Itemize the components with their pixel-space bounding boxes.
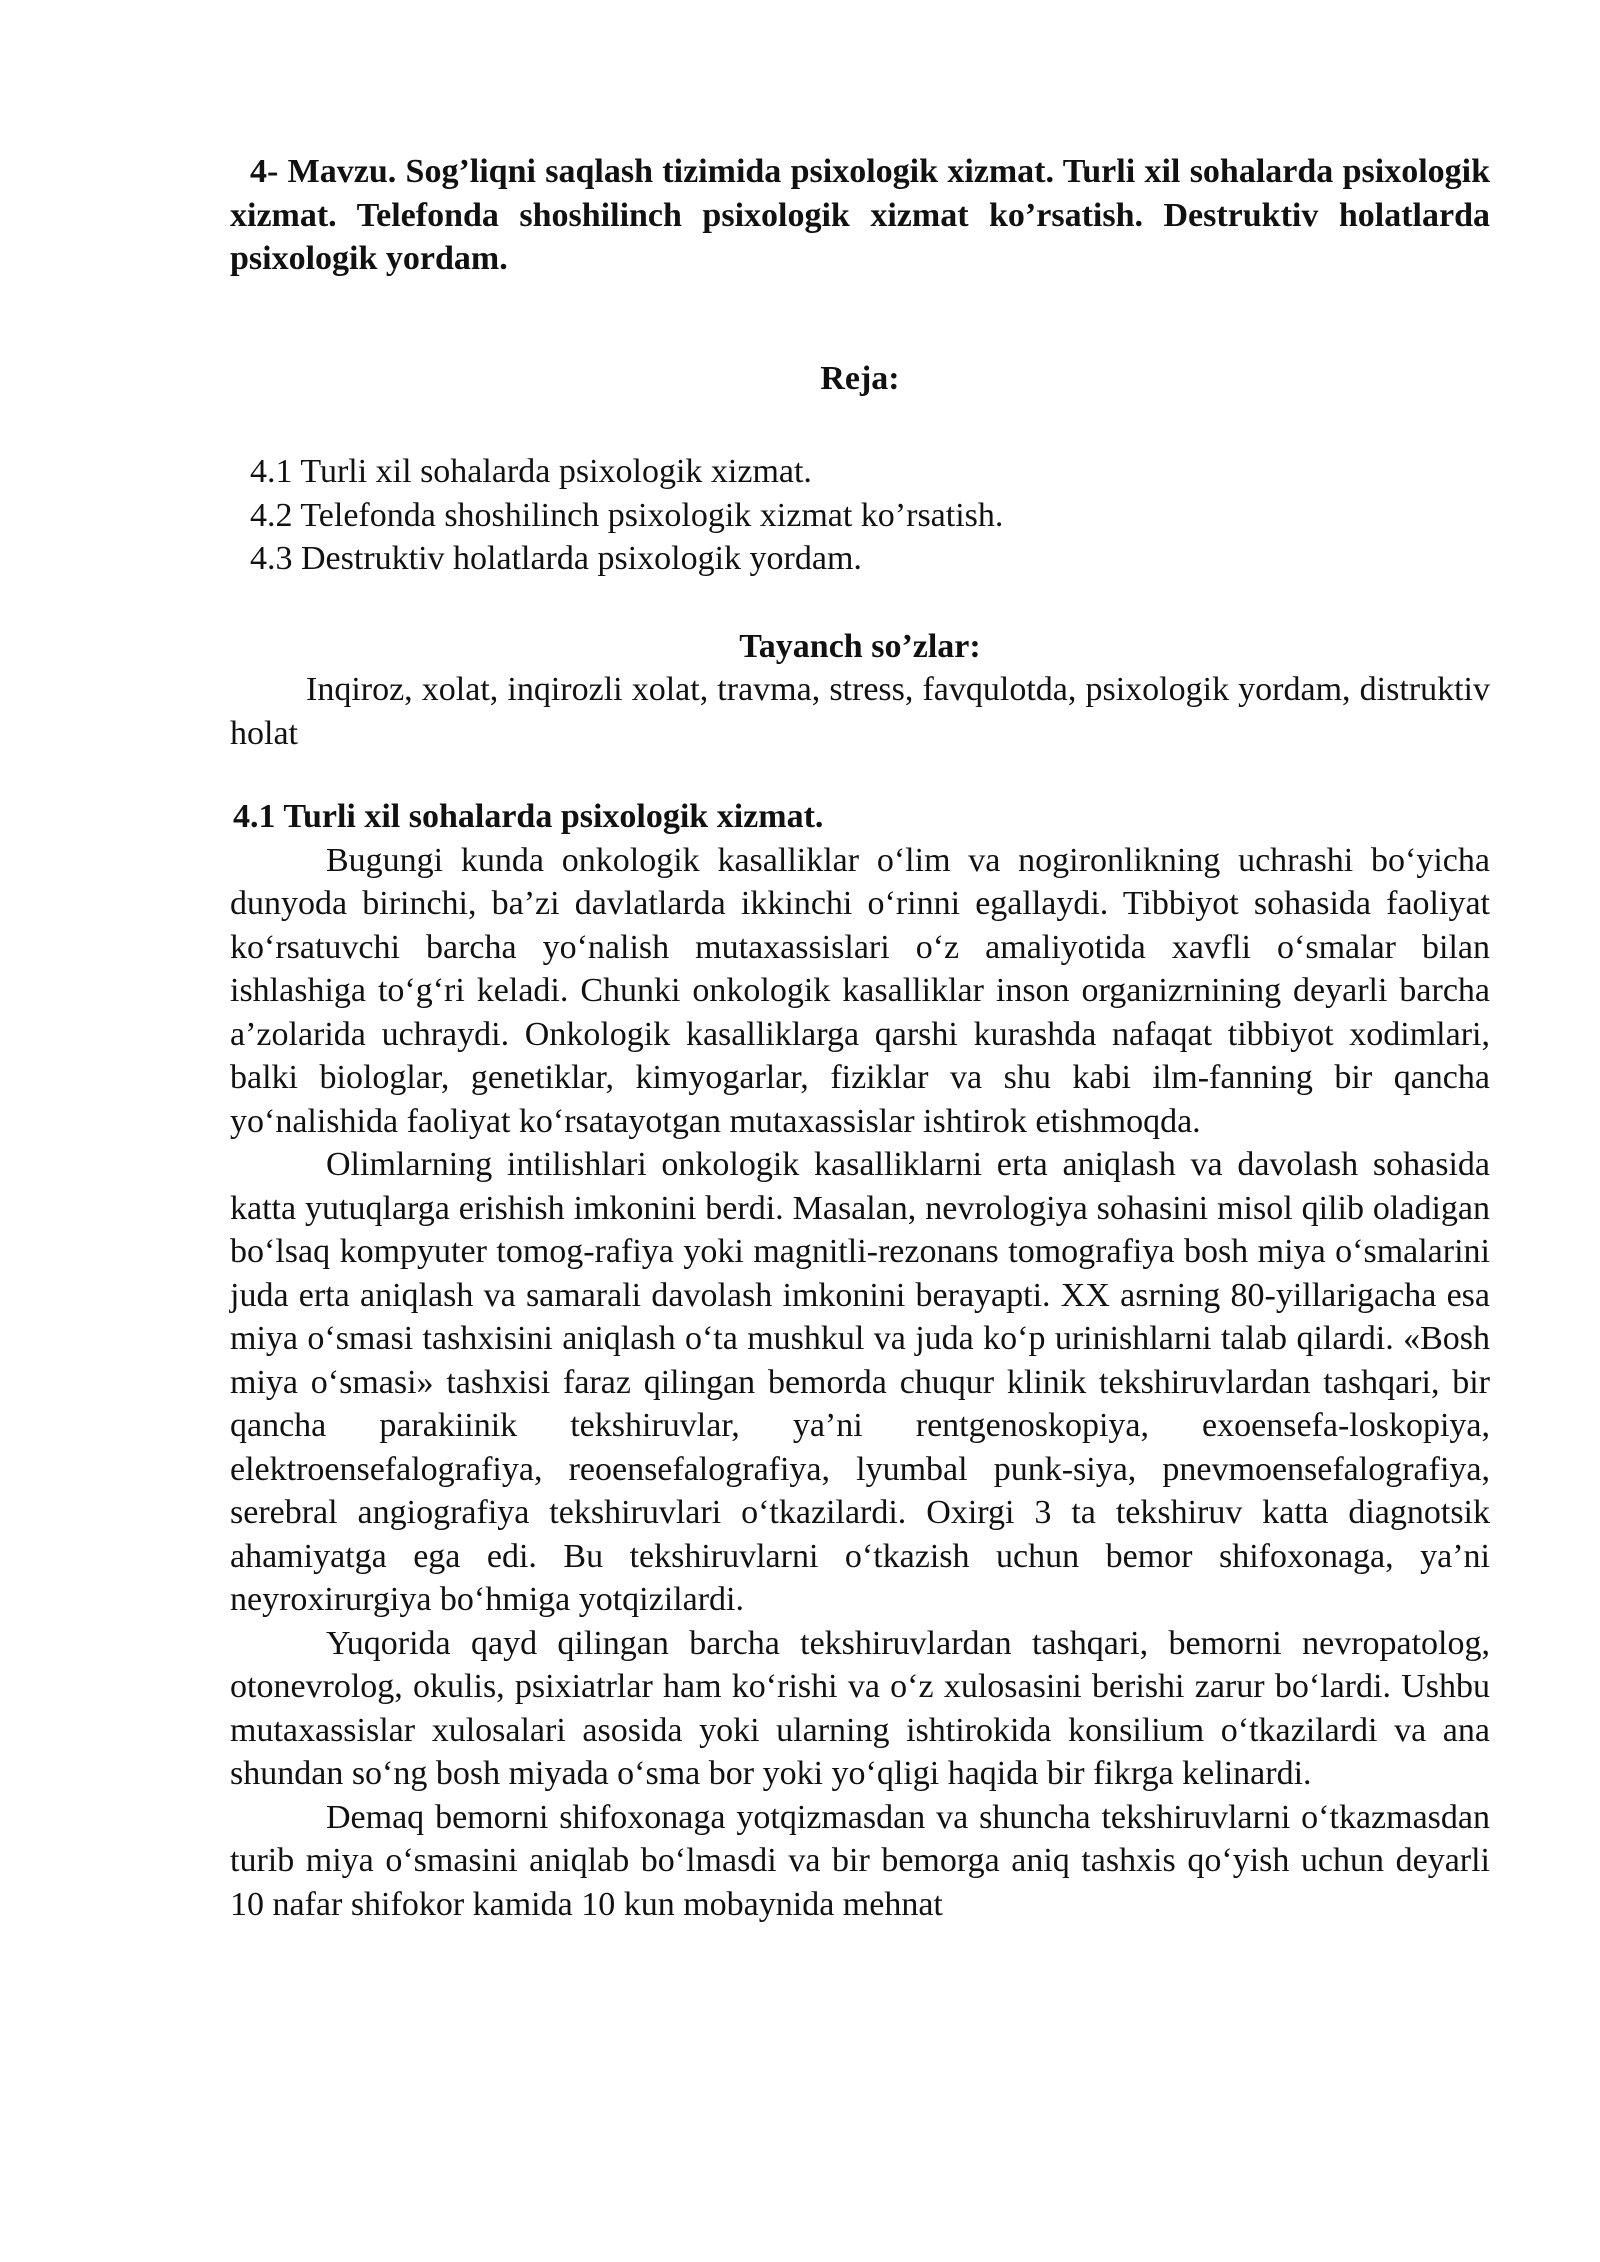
keywords-heading: Tayanch so’zlar: [739, 627, 981, 665]
plan-item: 4.3 Destruktiv holatlarda psixologik yordam. [250, 540, 862, 577]
document-title: 4- Mavzu. Sog’liqni saqlash tizimida psixologik xizmat. Turli xil sohalarda psixologik xizmat. Telefonda shoshilinch psixologik xizmat ko’rsatish. Destruktiv holatlarda psixologik yordam. [230, 153, 1490, 277]
document-page [230, 150, 1490, 1926]
body-paragraph: Yuqorida qayd qilingan barcha tekshiruvlardan tashqari, bemorni nevropatolog, otonevrolog, okulis, psixiatrlar ham ko‘rishi va o‘z xulosasini berishi zarur bo‘lardi. Ushbu mutaxassislar xulosalari asosida yoki ularning ishtirokida konsilium o‘tkazilardi va ana shundan so‘ng bosh miyada o‘sma bor yoki yo‘qligi haqida bir fikrga kelinardi. [230, 1624, 1490, 1792]
plan-item: 4.2 Telefonda shoshilinch psixologik xizmat ko’rsatish. [250, 496, 1004, 534]
plan-item: 4.1 Turli xil sohalarda psixologik xizmat. [250, 453, 812, 490]
plan-heading: Reja: [820, 359, 900, 397]
plan-list [230, 450, 1490, 581]
section-heading: 4.1 Turli xil sohalarda psixologik xizmat. [233, 798, 824, 835]
body-paragraph: Olimlarning intilishlari onkologik kasalliklarni erta aniqlash va davolash sohasida katta yutuqlarga erishish imkonini berdi. Masalan, nevrologiya sohasini misol qilib oladigan bo‘lsaq kompyuter tomog-rafiya yoki magnitli-rezonans tomografiya bosh miya o‘smalarini juda erta aniqlash va samarali davolash imkonini berayapti. XX asrning 80-yillarigacha esa miya o‘smasi tashxisini aniqlash o‘ta mushkul va juda ko‘p urinishlarni talab qilardi. «Bosh miya o‘smasi» tashxisi faraz qilingan bemorda chuqur klinik tekshiruvlardan tashqari, bir qancha parakiinik tekshiruvlar, ya’ni rentgenoskopiya, exoensefa-loskopiya, elektroensefalografiya, reoensefalografiya, lyumbal punk-siya, pnevmoensefalografiya, serebral angiografiya tekshiruvlari o‘tkazilardi. Oxirgi 3 ta tekshiruv katta diagnotsik ahamiyatga ega edi. Bu tekshiruvlarni o‘tkazish uchun bemor shifoxonaga, ya’ni neyroxirurgiya bo‘hmiga yotqizilardi. [230, 1146, 1490, 1618]
keywords-text: Inqiroz, xolat, inqirozli xolat, travma, stress, favqulotda, psixologik yordam, distruktiv holat [230, 671, 1490, 752]
body-paragraph: Bugungi kunda onkologik kasalliklar o‘lim va nogironlikning uchrashi bo‘yicha dunyoda birinchi, ba’zi davlatlarda ikkinchi o‘rinni egallaydi. Tibbiyot sohasida faoliyat ko‘rsatuvchi barcha yo‘nalish mutaxassislari o‘z amaliyotida xavfli o‘smalar bilan ishlashiga to‘g‘ri keladi. Chunki onkologik kasalliklar inson organizrnining deyarli barcha a’zolarida uchraydi. Onkologik kasalliklarga qarshi kurashda nafaqat tibbiyot xodimlari, balki biologlar, genetiklar, kimyogarlar, fiziklar va shu kabi ilm-fanning bir qancha yo‘nalishida faoliyat ko‘rsatayotgan mutaxassislar ishtirok etishmoqda. [230, 841, 1490, 1140]
body-paragraph: Demaq bemorni shifoxonaga yotqizmasdan va shuncha tekshiruvlarni o‘tkazmasdan turib miya o‘smasini aniqlab bo‘lmasdi va bir bemorga aniq tashxis qo‘yish uchun deyarli 10 nafar shifokor kamida 10 kun mobaynida mehnat [230, 1798, 1490, 1923]
